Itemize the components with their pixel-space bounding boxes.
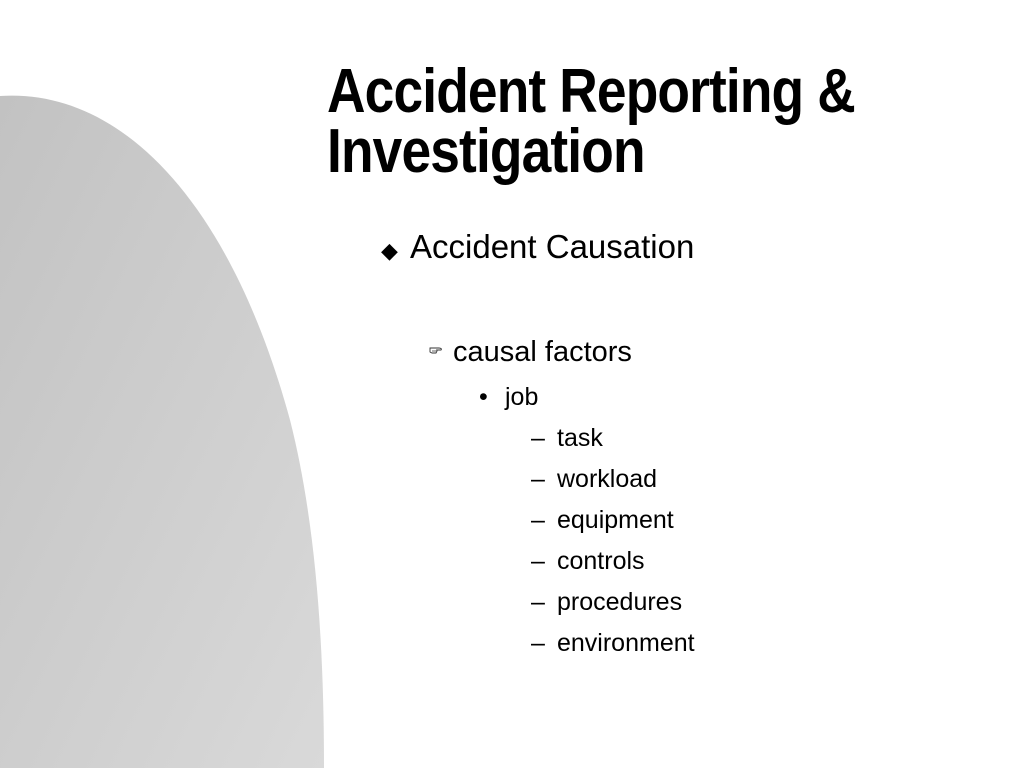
diamond-bullet-icon: ◆ — [381, 238, 398, 263]
slide-title-line-2: Investigation — [327, 117, 645, 186]
sub-bullet-text: controls — [557, 547, 645, 575]
bullet-level-1-text: Accident Causation — [410, 228, 695, 265]
bullet-level-2 — [429, 336, 632, 369]
sub-bullet-text: equipment — [557, 506, 674, 534]
dash-bullet-icon: – — [531, 588, 545, 616]
dash-bullet-icon: – — [531, 547, 545, 575]
sub-bullet-text: environment — [557, 629, 695, 657]
dash-bullet-icon: – — [531, 629, 545, 657]
sub-bullet-text: procedures — [557, 588, 683, 616]
dash-bullet-icon: – — [531, 506, 545, 534]
dash-bullet-icon: – — [531, 465, 545, 493]
round-bullet-icon: • — [479, 383, 488, 411]
slide-title-line-1: Accident Reporting & — [327, 57, 855, 126]
pointing-hand-icon — [429, 330, 453, 363]
sub-bullet-task — [531, 424, 603, 453]
sub-bullet-workload — [531, 465, 657, 494]
sub-bullet-environment — [531, 629, 695, 658]
sub-bullet-controls — [531, 547, 645, 576]
bullet-level-1 — [381, 228, 694, 266]
sub-bullet-text: task — [557, 424, 603, 452]
bullet-level-2-text: causal factors — [453, 336, 632, 368]
sub-bullet-text: workload — [557, 465, 658, 493]
bullet-level-3-text: job — [505, 383, 539, 411]
sub-bullet-procedures — [531, 588, 682, 617]
slide-title — [327, 57, 912, 186]
bullet-level-3 — [479, 383, 538, 412]
dash-bullet-icon: – — [531, 424, 545, 452]
sub-bullet-equipment — [531, 506, 674, 535]
